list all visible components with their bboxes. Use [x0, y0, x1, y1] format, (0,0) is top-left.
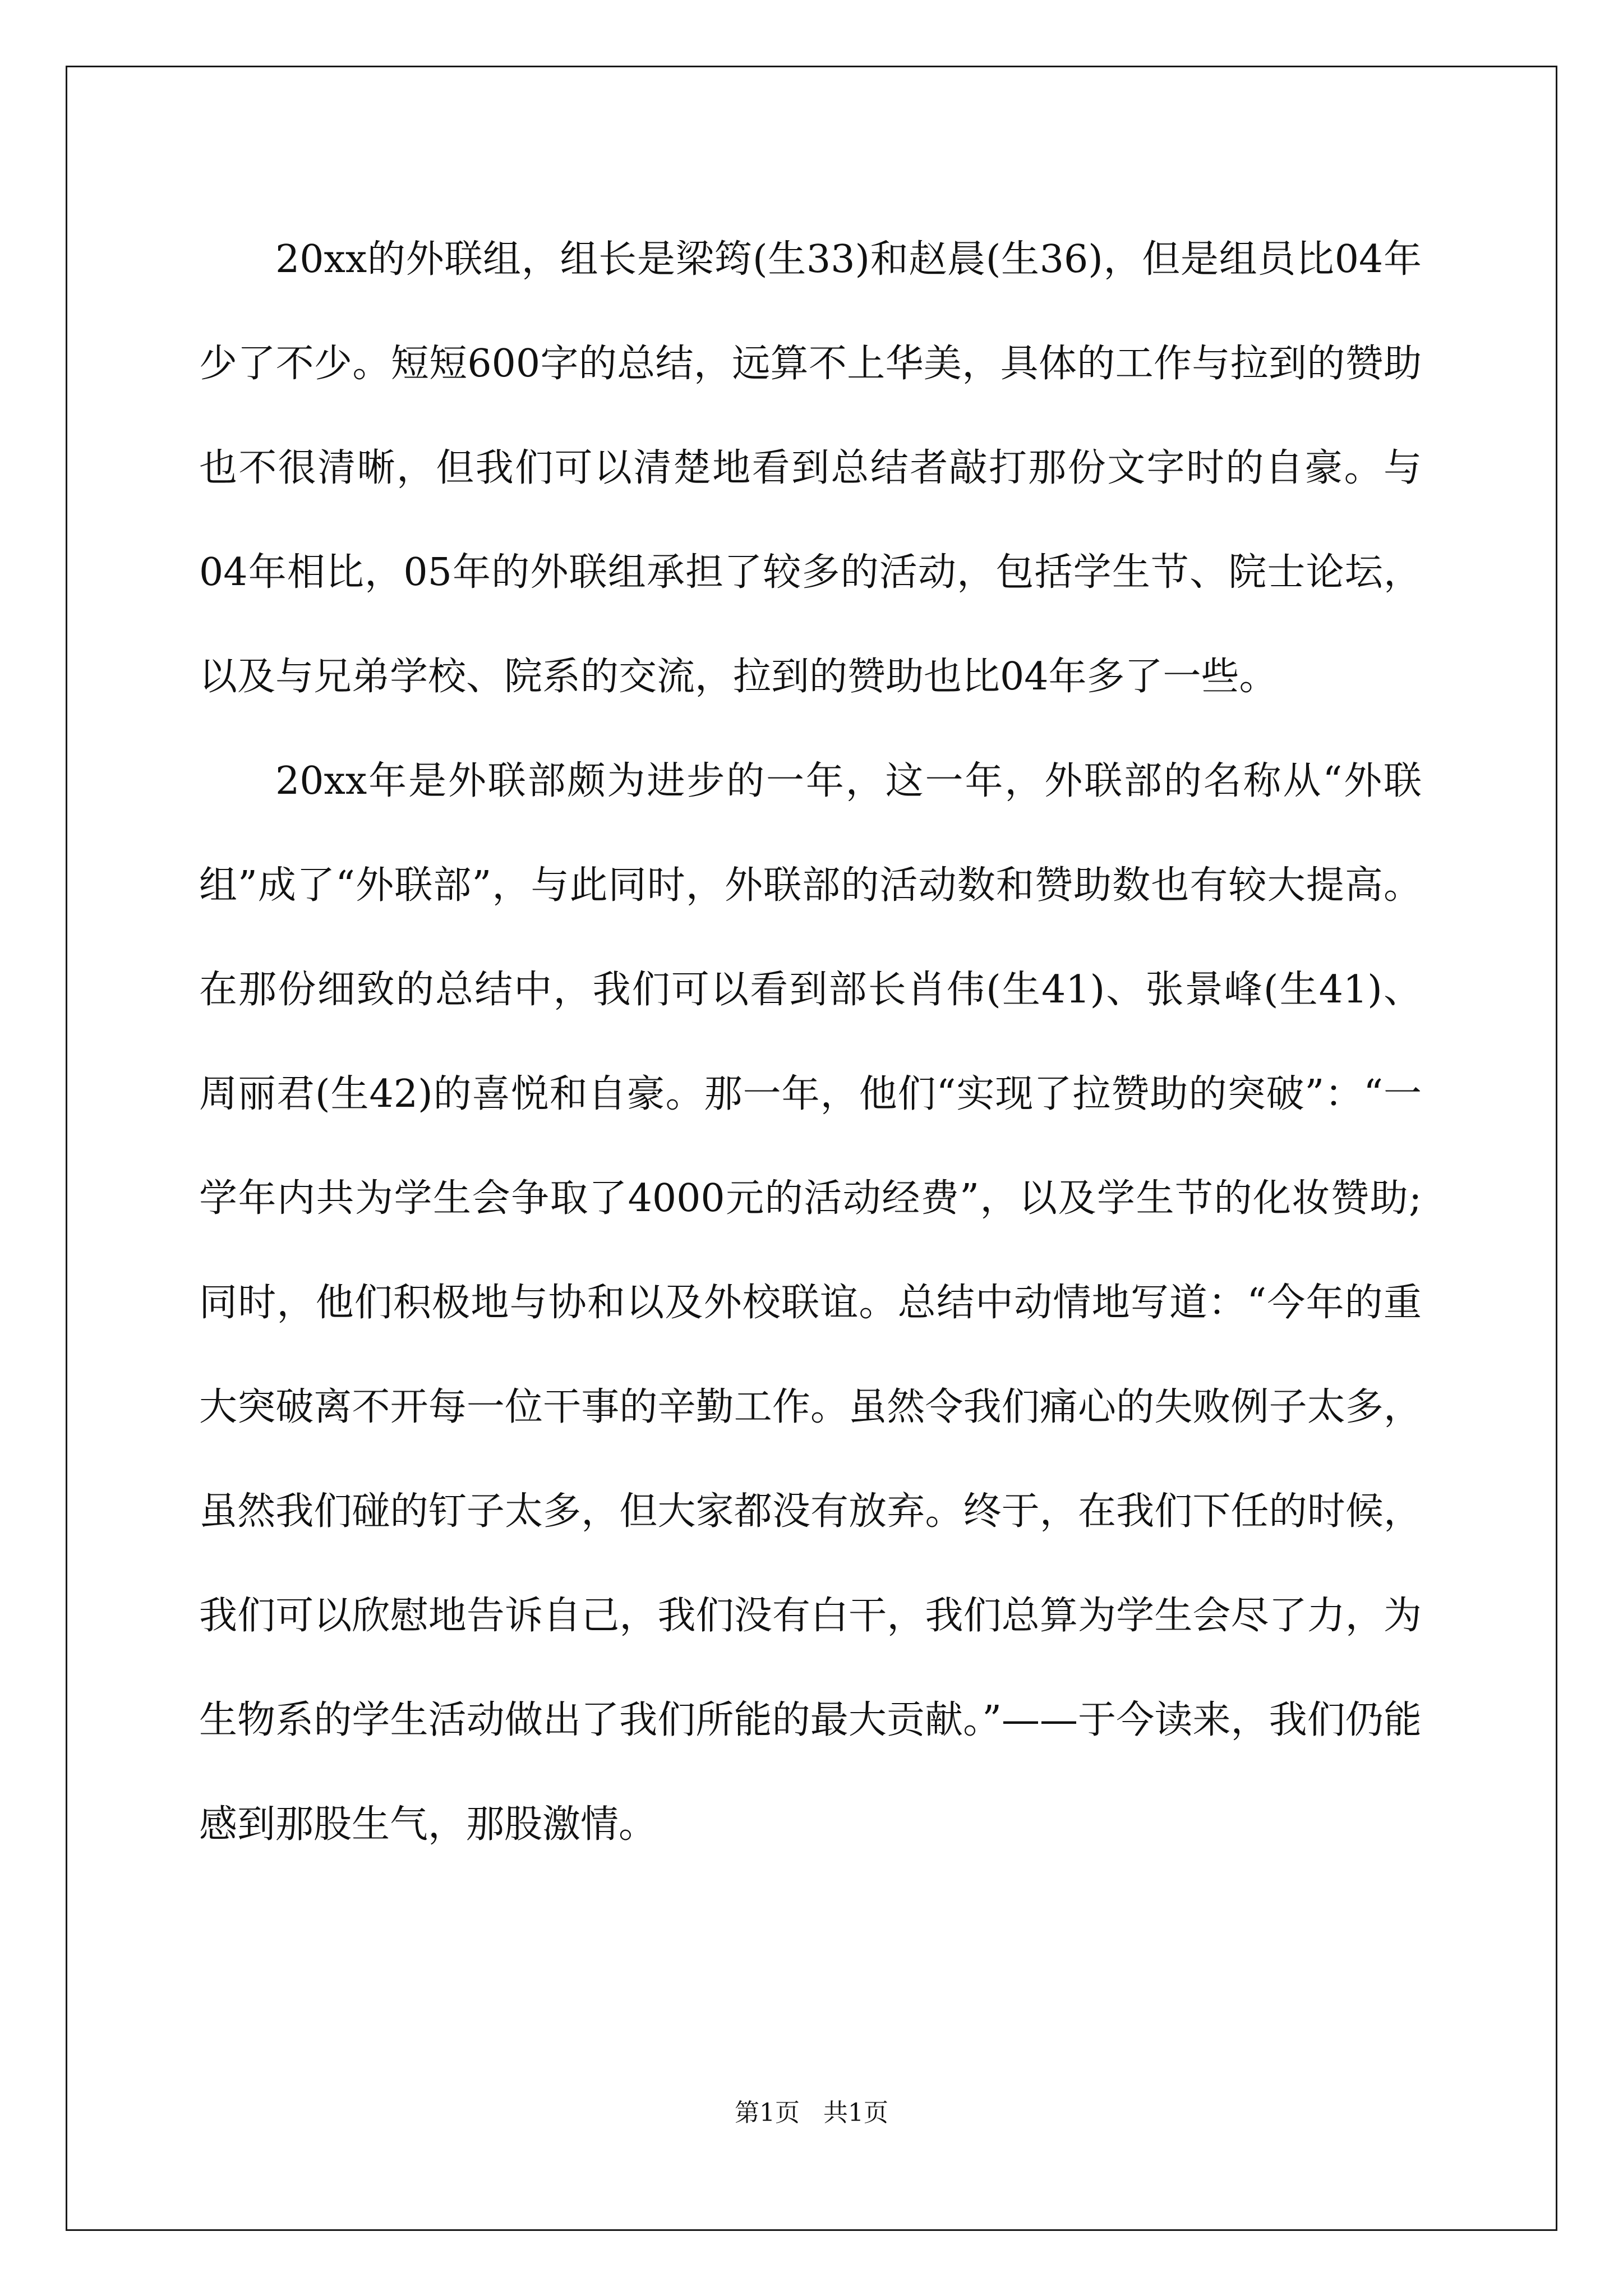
- page-total: 共1页: [823, 2099, 888, 2127]
- document-body: [199, 208, 1422, 1877]
- paragraph-2: 20xx年是外联部颇为进步的一年，这一年，外联部的名称从“外联组”成了“外联部”，与此同时，外联部的活动数和赞助数也有较大提高。在那份细致的总结中，我们可以看到部长肖伟(生41)、张景峰(生41)、周丽君(生42)的喜悦和自豪。那一年，他们“实现了拉赞助的突破”：“一学年内共为学生会争取了4000元的活动经费”，以及学生节的化妆赞助;同时，他们积极地与协和以及外校联谊。总结中动情地写道：“今年的重大突破离不开每一位干事的辛勤工作。虽然令我们痛心的失败例子太多，虽然我们碰的钉子太多，但大家都没有放弃。终于，在我们下任的时候，我们可以欣慰地告诉自己，我们没有白干，我们总算为学生会尽了力，为生物系的学生活动做出了我们所能的最大贡献。”——于今读来，我们仍能感到那股生气，那股激情。: [199, 759, 1422, 1847]
- page-number: 第1页: [735, 2099, 800, 2127]
- paragraph-1: 20xx的外联组，组长是梁筠(生33)和赵晨(生36)，但是组员比04年少了不少。短短600字的总结，远算不上华美，具体的工作与拉到的赞助也不很清晰，但我们可以清楚地看到总结者敲打那份文字时的自豪。与04年相比，05年的外联组承担了较多的活动，包括学生节、院士论坛，以及与兄弟学校、院系的交流，拉到的赞助也比04年多了一些。: [199, 237, 1422, 699]
- page-footer: [0, 2096, 1623, 2130]
